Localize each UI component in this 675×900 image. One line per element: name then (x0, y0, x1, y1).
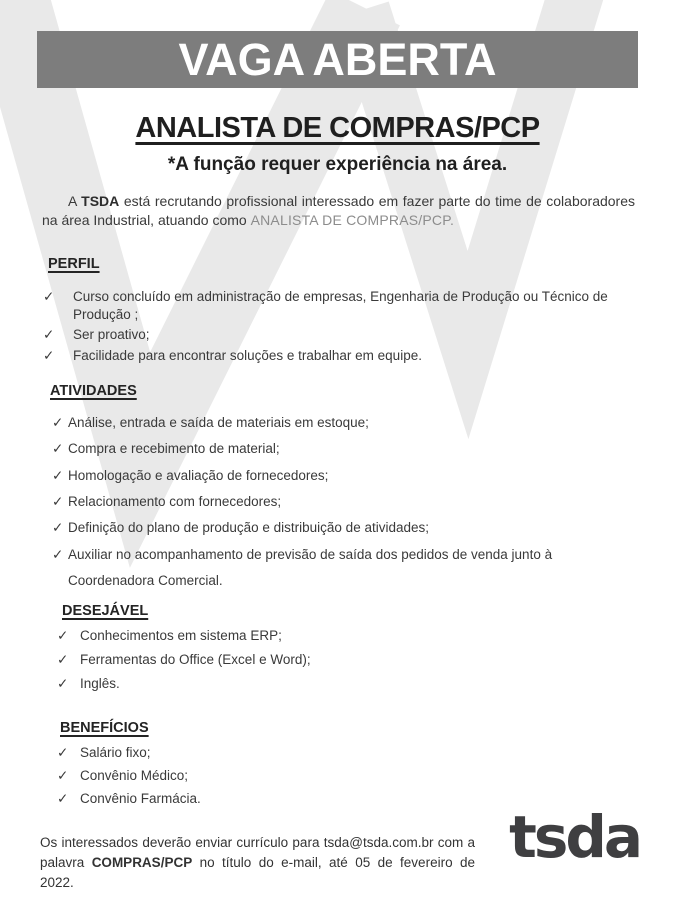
list-item (43, 288, 635, 324)
job-subtitle: *A função requer experiência na área. (167, 154, 508, 175)
check-icon: ✓ (57, 744, 69, 760)
atividades-list (52, 410, 631, 594)
footer-instructions (40, 833, 475, 894)
section-heading-atividades: ATIVIDADES (50, 383, 137, 400)
list-item (57, 676, 635, 693)
list-item-text: Ser proativo; (73, 327, 150, 343)
list-item (57, 628, 635, 645)
document-content (0, 31, 675, 900)
intro-lead: A (68, 193, 82, 209)
list-item-text: Análise, entrada e saída de materiais em estoque; (68, 415, 369, 431)
list-item (43, 326, 635, 344)
job-title: ANALISTA DE COMPRAS/PCP (135, 112, 540, 144)
list-item-text: Curso concluído em administração de empresas, Engenharia de Produção ou Técnico de Produção ; (73, 288, 608, 322)
list-item-text: Relacionamento com fornecedores; (68, 493, 282, 509)
beneficios-list (57, 745, 635, 808)
check-icon: ✓ (52, 546, 64, 562)
intro-paragraph (42, 192, 635, 230)
list-item-text: Homologação e avaliação de fornecedores; (68, 467, 329, 483)
list-item (52, 463, 631, 489)
intro-body: está recrutando profissional interessado em fazer parte do time de colaboradores na área Industrial, atuando como (42, 193, 635, 228)
section-heading-beneficios: BENEFÍCIOS (60, 719, 149, 736)
check-icon: ✓ (57, 628, 69, 644)
banner-title: VAGA ABERTA (178, 33, 497, 85)
check-icon: ✓ (52, 415, 64, 431)
email-address: tsda@tsda.com.br (323, 834, 434, 850)
section-desejavel (0, 594, 675, 693)
list-item-text: Auxiliar no acompanhamento de previsão de saída dos pedidos de venda junto à Coordenadora Comercial. (68, 546, 553, 588)
list-item-text: Convênio Médico; (80, 767, 189, 783)
check-icon: ✓ (43, 348, 55, 364)
section-heading-perfil: PERFIL (48, 255, 100, 272)
list-item (52, 515, 631, 541)
list-item-text: Salário fixo; (80, 744, 151, 760)
check-icon: ✓ (43, 327, 55, 343)
footer-text-before-bold: com a palavra (40, 834, 476, 871)
banner (37, 31, 638, 88)
footer-text-before-email: Os interessados deverão enviar currículo para (40, 834, 324, 850)
footer (40, 803, 640, 900)
list-item (52, 489, 631, 515)
perfil-list (43, 288, 635, 365)
check-icon: ✓ (43, 288, 55, 304)
list-item (57, 768, 635, 785)
check-icon: ✓ (52, 467, 64, 483)
list-item (52, 410, 631, 436)
footer-text-after-bold: no título do e-mail, até 05 de fevereiro de 2022. (40, 855, 475, 891)
list-item-text: Compra e recebimento de material; (68, 441, 280, 457)
list-item (52, 436, 631, 462)
check-icon: ✓ (52, 493, 64, 509)
list-item (57, 791, 635, 808)
list-item-text: Ferramentas do Office (Excel e Word); (80, 652, 311, 668)
list-item (57, 652, 635, 669)
list-item-text: Inglês. (80, 675, 120, 691)
check-icon: ✓ (57, 652, 69, 668)
section-atividades (0, 368, 675, 594)
section-heading-desejavel: DESEJÁVEL (62, 603, 149, 620)
check-icon: ✓ (52, 441, 64, 457)
footer-bold-keyword: COMPRAS/PCP (91, 855, 193, 871)
desejavel-list (57, 628, 635, 693)
section-perfil (0, 230, 675, 365)
list-item (52, 542, 631, 595)
list-item-text: Convênio Farmácia. (80, 790, 201, 806)
list-item-text: Facilidade para encontrar soluções e trabalhar em equipe. (73, 348, 422, 364)
list-item-text: Definição do plano de produção e distribuição de atividades; (68, 520, 429, 536)
company-name: TSDA (81, 193, 120, 209)
check-icon: ✓ (57, 767, 69, 783)
list-item-text: Conhecimentos em sistema ERP; (80, 628, 282, 644)
tsda-logo: tsda (509, 803, 640, 872)
check-icon: ✓ (57, 790, 69, 806)
list-item (43, 347, 635, 365)
check-icon: ✓ (57, 675, 69, 691)
section-beneficios (0, 700, 675, 808)
intro-role-highlight: ANALISTA DE COMPRAS/PCP. (250, 211, 455, 228)
list-item (57, 745, 635, 762)
check-icon: ✓ (52, 520, 64, 536)
